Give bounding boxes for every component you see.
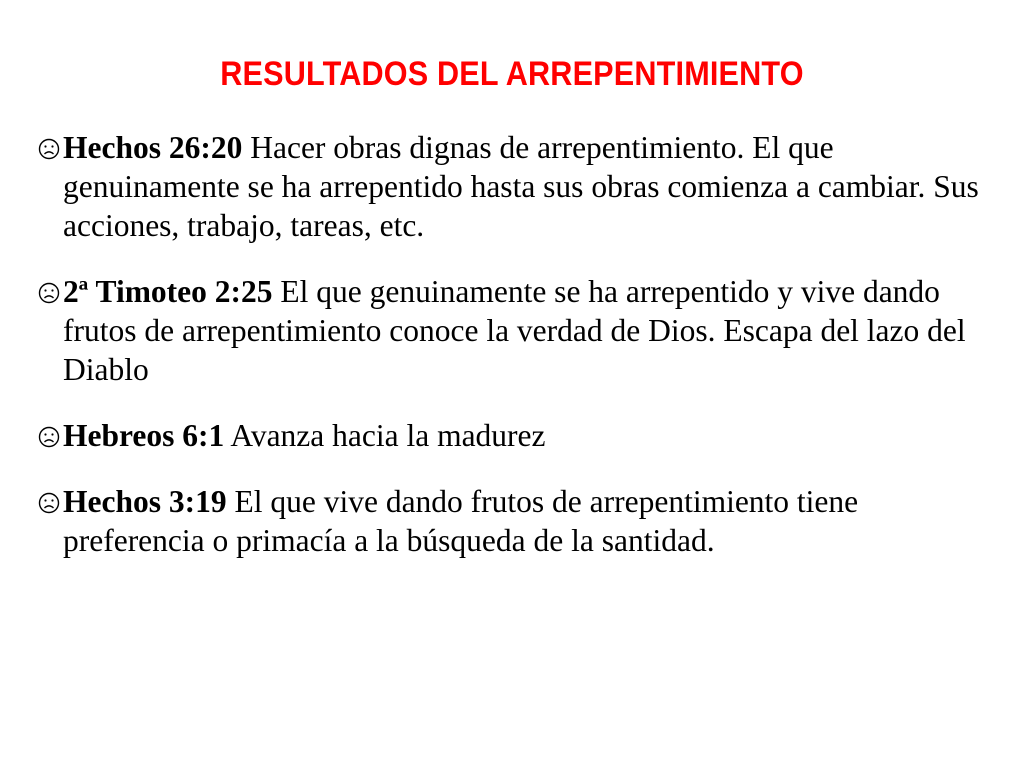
slide-title: RESULTADOS DEL ARREPENTIMIENTO [220, 55, 804, 93]
frowning-face-icon [38, 426, 60, 448]
item-text: El que genuinamente se ha arrepentido y vive dando frutos de arrepentimiento conoce la verdad de Dios. Escapa del lazo del Diablo [63, 274, 966, 387]
frowning-face-icon [38, 282, 60, 304]
scripture-reference: Hechos 26:20 [63, 130, 243, 165]
bullet-list [38, 128, 998, 587]
scripture-reference: Hechos 3:19 [63, 484, 227, 519]
list-item [38, 416, 998, 455]
list-item [38, 482, 998, 560]
scripture-reference: 2ª Timoteo 2:25 [63, 274, 273, 309]
list-item [38, 272, 998, 389]
item-text: Avanza hacia la madurez [224, 418, 546, 453]
frowning-face-icon [38, 138, 60, 160]
list-item [38, 128, 998, 245]
frowning-face-icon [38, 492, 60, 514]
item-text: El que vive dando frutos de arrepentimiento tiene preferencia o primacía a la búsqueda de la santidad. [63, 484, 859, 558]
item-text: Hacer obras dignas de arrepentimiento. El que genuinamente se ha arrepentido hasta sus obras comienza a cambiar. Sus acciones, trabajo, tareas, etc. [63, 130, 979, 243]
scripture-reference: Hebreos 6:1 [63, 418, 225, 453]
